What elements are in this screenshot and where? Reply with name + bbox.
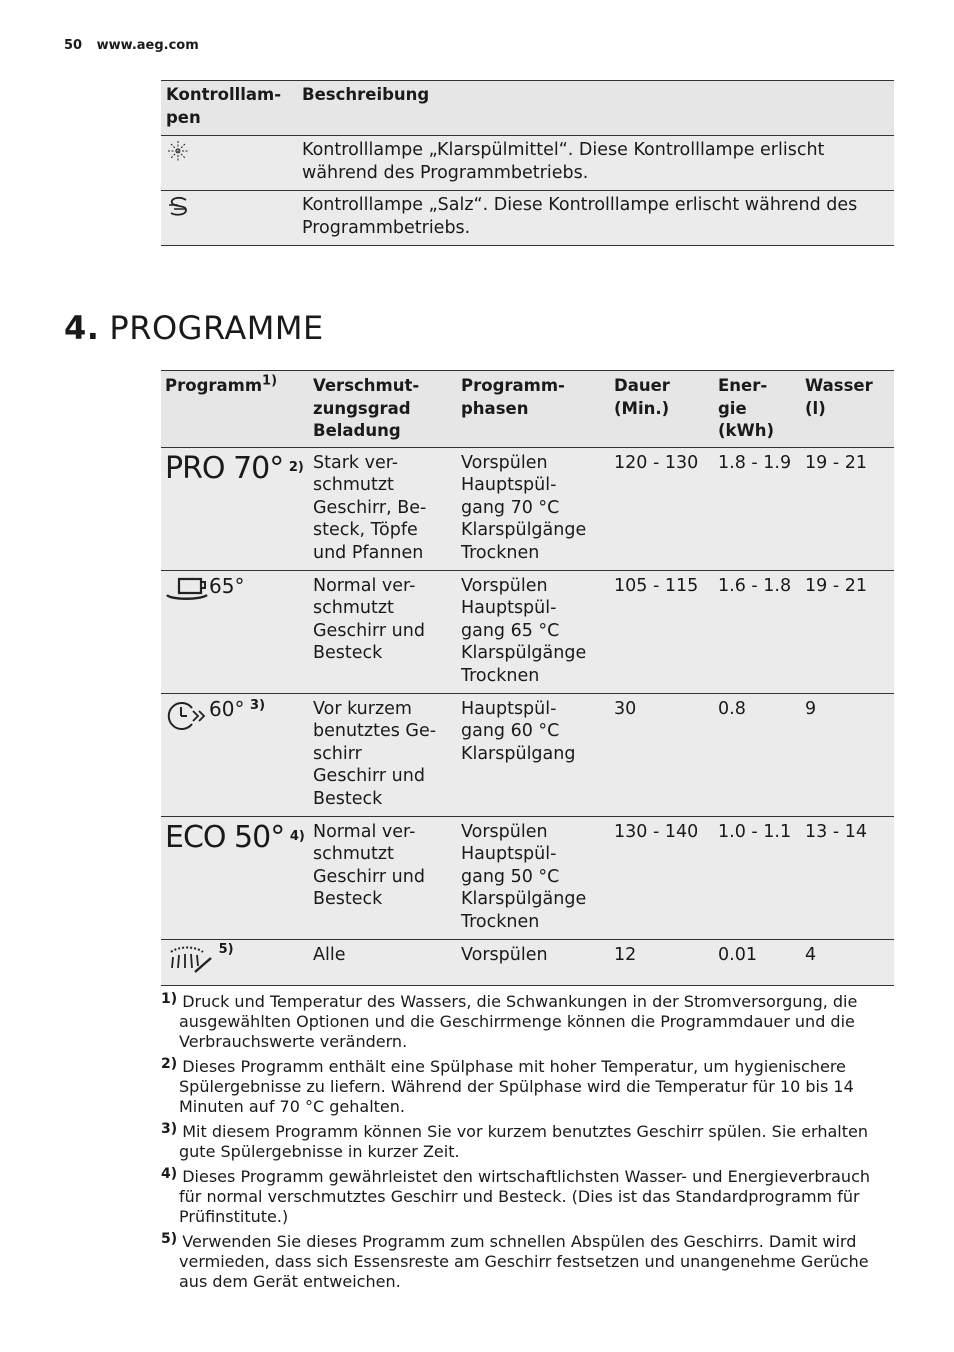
- program-symbol-cell: [161, 570, 313, 693]
- table-header-row: [161, 81, 894, 136]
- soil-cell: Vor kurzem benutztes Ge- schirr Geschirr und Besteck: [313, 698, 437, 809]
- footnote: 3) Mit diesem Programm können Sie vor kurzem benutztes Geschirr spülen. Sie erhalten gute Spülergebnisse in kurzer Zeit.: [161, 1121, 868, 1161]
- col-header-programm: Programm$^{1)}$: [165, 373, 278, 395]
- col-header-description: Beschreibung: [302, 85, 430, 104]
- program-symbol-cell: [161, 816, 313, 939]
- soil-cell: Stark ver- schmutzt Geschirr, Be- steck, Töpfe und Pfannen: [313, 452, 427, 563]
- duration-cell: 120 - 130: [614, 452, 699, 473]
- col-header-lamps: Kontrolllam- pen: [166, 85, 282, 127]
- table-row: [161, 816, 894, 939]
- pro70-symbol: PRO 70°: [165, 450, 284, 486]
- cup-plate-icon: [165, 575, 209, 612]
- table-row: [161, 136, 894, 191]
- phases-cell: Vorspülen Hauptspül- gang 65 °C Klarspülgänge Trocknen: [461, 575, 587, 686]
- programs-table: [161, 370, 894, 986]
- table-row: [161, 693, 894, 816]
- table-row: [161, 939, 894, 985]
- footnotes: [161, 992, 894, 1297]
- salt-icon: [166, 194, 192, 227]
- duration-cell: 130 - 140: [614, 821, 699, 842]
- footnote-ref: 2): [288, 459, 304, 475]
- water-cell: 19 - 21: [805, 575, 867, 596]
- quick-clock-icon: [165, 698, 209, 741]
- program-symbol-cell: [161, 693, 313, 816]
- water-cell: 19 - 21: [805, 452, 867, 473]
- footnote: 4) Dieses Programm gewährleistet den wirtschaftlichsten Wasser- und Energieverbrauch für normal verschmutztes Geschirr und Besteck. (Dies ist das Standardprogramm für Prüfinstitute.): [161, 1166, 870, 1226]
- duration-cell: 105 - 115: [614, 575, 699, 596]
- table-header-row: [161, 371, 894, 448]
- col-header-phases: Programm- phasen: [461, 376, 565, 418]
- col-header-energy: Ener- gie (kWh): [718, 376, 775, 440]
- rinse-aid-icon: [166, 139, 190, 170]
- phases-cell: Vorspülen Hauptspül- gang 50 °C Klarspülgänge Trocknen: [461, 821, 587, 932]
- program-symbol-cell: [161, 939, 313, 985]
- section-number: 4.: [64, 309, 100, 347]
- phases-cell: Hauptspül- gang 60 °C Klarspülgang: [461, 698, 576, 764]
- page-number: 50: [64, 38, 83, 53]
- website-url: www.aeg.com: [96, 38, 199, 53]
- phases-cell: Vorspülen: [461, 944, 548, 965]
- col-header-water: Wasser (l): [805, 376, 873, 418]
- water-cell: 13 - 14: [805, 821, 867, 842]
- program-symbol-cell: [161, 447, 313, 570]
- footnote: 5) Verwenden Sie dieses Programm zum schnellen Abspülen des Geschirrs. Damit wird vermieden, dass sich Essensreste am Geschirr festsetzen und unangenehme Gerüche aus dem Gerät entweichen.: [161, 1231, 869, 1291]
- soil-cell: Normal ver- schmutzt Geschirr und Besteck: [313, 575, 425, 663]
- table-row: [161, 570, 894, 693]
- col-header-duration: Dauer (Min.): [614, 376, 670, 418]
- section-name: PROGRAMME: [109, 309, 324, 347]
- program-temperature: 65°: [209, 573, 245, 598]
- table-row: [161, 447, 894, 570]
- energy-cell: 0.01: [718, 944, 757, 965]
- table-row: [161, 191, 894, 246]
- energy-cell: 0.8: [718, 698, 746, 719]
- footnote: 1) Druck und Temperatur des Wassers, die Schwankungen in der Stromversorgung, die ausgewählten Optionen und die Geschirrmenge können die Programmdauer und die Verbrauchswerte verändern.: [161, 991, 858, 1051]
- footnote-ref: 4): [289, 828, 305, 844]
- duration-cell: 12: [614, 944, 637, 965]
- soil-cell: Alle: [313, 944, 346, 965]
- duration-cell: 30: [614, 698, 637, 719]
- prerinse-icon: [165, 944, 213, 981]
- col-header-soil: Verschmut- zungsgrad Beladung: [313, 376, 420, 440]
- energy-cell: 1.6 - 1.8: [718, 575, 792, 596]
- footnote-ref: 3): [250, 697, 266, 713]
- lamp-icon-cell: [161, 136, 302, 191]
- energy-cell: 1.8 - 1.9: [718, 452, 792, 473]
- lamp-description: Kontrolllampe „Salz“. Diese Kontrolllampe erlischt während des Programmbetriebs.: [302, 195, 858, 238]
- footnote-ref: 5): [218, 941, 234, 957]
- footnote: 2) Dieses Programm enthält eine Spülphase mit hoher Temperatur, um hygienischere Spülergebnisse zu liefern. Während der Spülphase wird die Temperatur für 10 bis 14 Minuten auf 70 °C gehalten.: [161, 1056, 854, 1116]
- indicator-lamps-table: [161, 80, 894, 246]
- program-temperature: 60°: [209, 696, 245, 721]
- phases-cell: Vorspülen Hauptspül- gang 70 °C Klarspülgänge Trocknen: [461, 452, 587, 563]
- water-cell: 9: [805, 698, 817, 719]
- page-header: [64, 38, 199, 53]
- section-title: [64, 309, 324, 347]
- water-cell: 4: [805, 944, 817, 965]
- lamp-description: Kontrolllampe „Klarspülmittel“. Diese Kontrolllampe erlischt während des Programmbetriebs.: [302, 140, 825, 183]
- lamp-icon-cell: [161, 191, 302, 246]
- eco50-symbol: ECO 50°: [165, 819, 285, 855]
- soil-cell: Normal ver- schmutzt Geschirr und Besteck: [313, 821, 425, 909]
- energy-cell: 1.0 - 1.1: [718, 821, 792, 842]
